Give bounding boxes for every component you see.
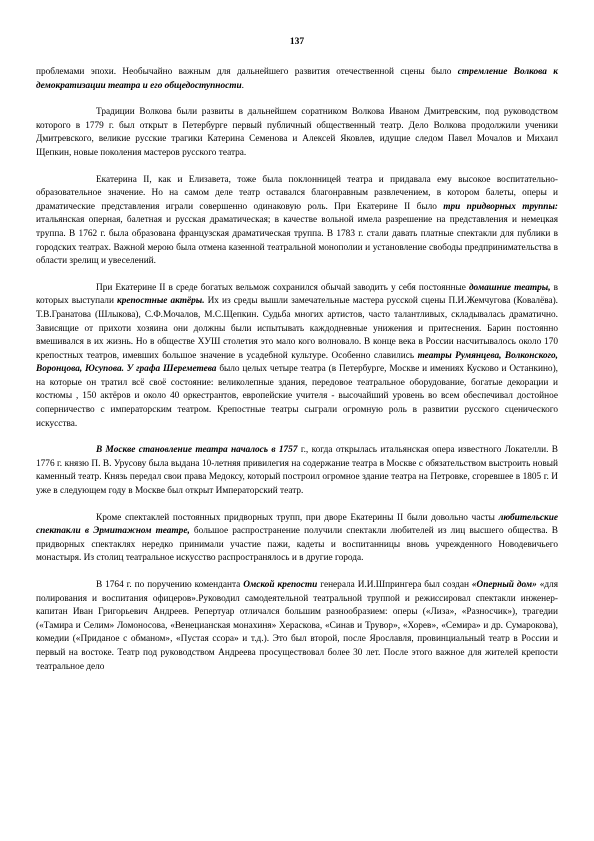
paragraph-text: Екатерина II, как и Елизавета, тоже была поклонницей театра и придавала ему высокое воспитательно-образовательное значение. Но на самом деле театр оставался благонравным развлечением, в котором балеты, оперы и драматические представления играли совершенно одинаковую роль. При Екатерине II было (36, 174, 558, 212)
body-text (36, 66, 558, 674)
paragraph-text: было целых четыре театра (в Петербурге, Москве и имениях Кусково и Останкино), на которые он тратил всё своё состояние: великолепные здания, передовое театральное оборудование, богатые декорации и костюмы , 150 актёров и около 40 оркестрантов, европейские учителя - высочайший уровень во всем обеспечивал достойное соперничество с императорским театром. Крепостные театры сыграли огромную роль в развитии русского сценического искусства. (36, 364, 558, 429)
paragraph (36, 444, 558, 498)
paragraph-text: г., когда открылась итальянская опера известного Локателли. В 1776 г. князю П. В. Урусову была выдана 10-летняя привилегия на содержание театра в Москве с обязательством выстроить новый каменный театр. Князь передал свои права Медоксу, который построил огромное здание театра на Петровке, сгоревшее в 1805 г. И уже в следующем году в Москве был открыт Императорский театр. (36, 445, 559, 497)
emphasis-text: крепостные актёры. (117, 296, 205, 307)
emphasis-text: театры Румянцева, Волконского, Воронцова, Юсупова. У графа Шереметева (36, 350, 558, 375)
page-number: 137 (289, 37, 305, 47)
emphasis-text: В Москве становление театра началось в 1757 (96, 445, 298, 456)
paragraph-text: проблемами эпохи. Необычайно важным для дальнейшего развития отечественной сцены было (36, 67, 458, 77)
paragraph-text: генерала И.И.Шпрингера был создан (317, 580, 472, 590)
paragraph-text: Традиции Волкова были развиты в дальнейшем соратником Волкова Иваном Дмитревским, под руководством которого в 1779 г. был открыт в Петербурге первый публичный общественный театр. Дело Волкова продолжили ученики Дмитревского, великие русские трагики Катерина Семенова и Алексей Яковлев, идущие следом Павел Мочалов и Михаил Щепкин, новые поколения мастеров русского театра. (36, 107, 558, 158)
emphasis-text: Омской крепости (243, 580, 318, 590)
paragraph-text: . (241, 80, 244, 91)
paragraph (36, 106, 558, 160)
paragraph-text: Их из среды вышли замечательные мастера русской сцены П.И.Жемчугова (Ковалёва). Т.В.Гранатова (Шлыкова), С.Ф.Мочалов, М.С.Щепкин. Судьба многих артистов, часто талантливых, складывалась драматично. Зависящие от прихоти хозяина они должны были испытывать каждодневные унижения и притеснения. Барин постоянно вмешивался в их жизнь. Но в обществе ХУШ столетия это мало кого волновало. В конце века в России насчитывалось около 170 крепостных театров, имевших большое значение в усадебной культуре. Особенно славились (36, 296, 559, 361)
paragraph-text: При Екатерине II в среде богатых вельмож сохранился обычай заводить у себя постоянные (96, 282, 469, 293)
emphasis-text: любительские спектакли в Эрмитажном театре, (36, 512, 558, 537)
paragraph (36, 174, 558, 269)
paragraph (36, 579, 558, 674)
paragraph-text: «для полирования и воспитания офицеров».Руководил самодеятельной театральной труппой и режиссировал спектакли инженер-капитан Иван Григорьевич Андреев. Репертуар отличался большим разнообразием: оперы («Лиза», «Разносчик»), трагедии («Тамира и Селим» Ломоносова, «Венецианская монахиня» Хераскова, «Синав и Трувор», «Хорев», «Семира» и др. Сумарокова), комедии («Приданое с обманом», «Пустая ссора» и т.д.). Это был второй, после Ярославля, провинциальный театр в России и первый на востоке. Театр под руководством Андреева просуществовал более 30 лет. После этого важное для жителей крепости театральное дело (36, 580, 559, 672)
paragraph (36, 282, 558, 432)
paragraph (36, 66, 558, 93)
emphasis-text: три придворных труппы: (443, 201, 558, 212)
emphasis-text: «Оперный дом» (471, 580, 537, 590)
paragraph-text: в которых выступали (36, 282, 558, 307)
paragraph-text: итальянская оперная, балетная и русская драматическая; в качестве вольной имела разрешение на представления и немецкая труппа. В 1762 г. была образована французская драматическая труппа. В 1783 г. стали давать платные спектакли для публики в городских театрах. Важной мерою была отмена казенной театральной монополии и установление свободы предпринимательства в области зрелищ и увеселений. (36, 215, 558, 267)
paragraph-text: большое распространение получили спектакли любителей из лиц высшего общества. В придворных спектаклях нередко принимали участие пажи, кадеты и воспитанницы вновь учрежденного Новодевичьего монастыря. Из столиц театральное искусство распространялось и в другие города. (36, 526, 558, 564)
paragraph (36, 512, 558, 566)
emphasis-text: домашние театры, (468, 282, 551, 293)
paragraph-text: Кроме спектаклей постоянных придворных трупп, при дворе Екатерины II были довольно часты (96, 512, 499, 523)
emphasis-text: стремление Волкова к демократизации театра и его общедоступности (36, 67, 559, 91)
paragraph-text: В 1764 г. по поручению коменданта (96, 580, 244, 590)
